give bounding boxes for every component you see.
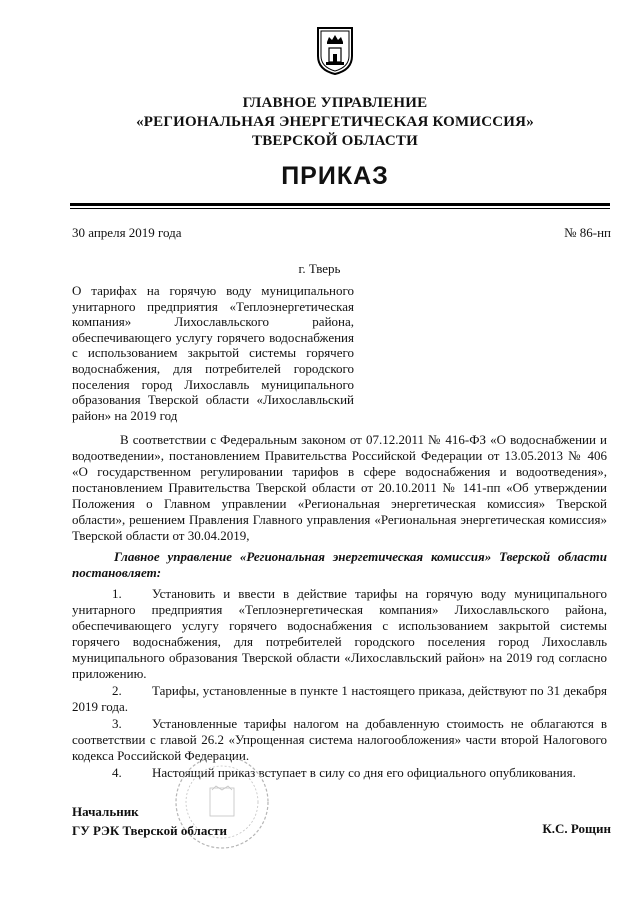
document-city: г. Тверь [298, 261, 341, 276]
order-item [72, 586, 607, 682]
signatory-position [72, 802, 227, 840]
order-item-number: 4. [112, 765, 122, 780]
document-date: 30 апреля 2019 года [72, 225, 182, 240]
order-item-number: 3. [112, 716, 122, 731]
document-title: ПРИКАЗ [281, 162, 389, 190]
document-subject: О тарифах на горячую воду муниципального унитарного предприятия «Теплоэнергетическая компания» Лихославльского района, обеспечивающего услугу горячего водоснабжения с использованием закрытой системы горячего водоснабжения, для потребителей городского поселения город Лихославль муниципального образования Тверской области «Лихославльский район» на 2019 год [72, 283, 354, 423]
order-item [72, 716, 607, 764]
order-item-number: 2. [112, 683, 122, 698]
order-item-text: Тарифы, установленные в пункте 1 настоящего приказа, действуют по 31 декабря 2019 года. [72, 683, 607, 714]
issuer-header-line-2: «РЕГИОНАЛЬНАЯ ЭНЕРГЕТИЧЕСКАЯ КОМИССИЯ» [136, 114, 534, 130]
issuer-header [60, 94, 610, 151]
header-rule-thin [70, 208, 610, 209]
decree-statement: Главное управление «Региональная энергетическая комиссия» Тверской области постановляет: [72, 549, 607, 580]
order-item [72, 765, 607, 781]
order-item-text: Установить и ввести в действие тарифы на горячую воду муниципального унитарного предприятия «Теплоэнергетическая компания» Лихославльского района, обеспечивающего услугу горячего водоснабжения с использованием закрытой системы горячего водоснабжения, для потребителей городского поселения город Лихославль муниципального образования Тверской области «Лихославльский район» на 2019 год согласно приложению. [72, 586, 607, 681]
signatory-position-line-2: ГУ РЭК Тверской области [72, 823, 227, 838]
order-item-number: 1. [112, 586, 122, 601]
order-item-text: Настоящий приказ вступает в силу со дня его официального опубликования. [152, 765, 576, 780]
issuer-header-line-1: ГЛАВНОЕ УПРАВЛЕНИЕ [242, 95, 428, 111]
order-item [72, 683, 607, 715]
document-number: № 86-нп [564, 225, 611, 240]
preamble-paragraph: В соответствии с Федеральным законом от 07.12.2011 № 416-ФЗ «О водоснабжении и водоотведении», постановлением Правительства Российской Федерации от 13.05.2013 № 406 «О государственном регулировании тарифов в сфере водоснабжения и водоотведения», постановлением Правительства Тверской области от 20.10.2011 № 141-пп «Об утверждении Положения о Главном управлении «Региональная энергетическая комиссия» Тверской области», решением Правления Главного управления «Региональная энергетическая комиссия» Тверской области от 30.04.2019, [72, 432, 607, 543]
signatory-position-line-1: Начальник [72, 804, 139, 819]
header-rule-thick [70, 203, 610, 206]
signatory-name: К.С. Рощин [542, 821, 611, 836]
order-item-text: Установленные тарифы налогом на добавленную стоимость не облагаются в соответствии с главой 26.2 «Упрощенная система налогообложения» части второй Налогового кодекса Российской Федерации. [72, 716, 607, 763]
coat-of-arms-icon [316, 26, 354, 76]
issuer-header-line-3: ТВЕРСКОЙ ОБЛАСТИ [252, 133, 418, 149]
order-items [72, 586, 607, 782]
